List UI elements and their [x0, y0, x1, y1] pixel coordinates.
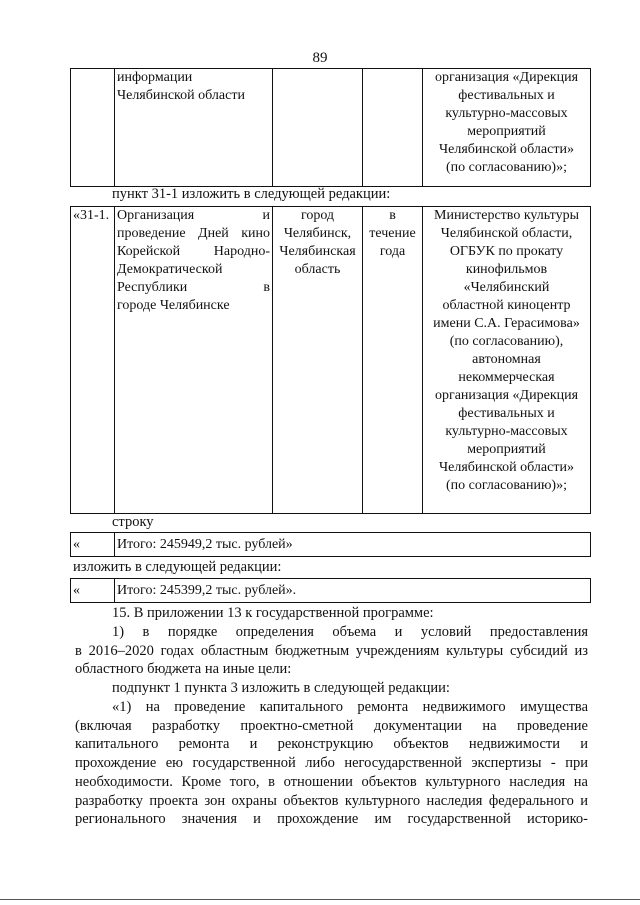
executor-line: Челябинской области,: [440, 226, 573, 241]
top-col2-line: Челябинской области: [117, 88, 245, 103]
quoted-line: «1) на проведение капитального ремонта недвижимого имущества: [112, 699, 588, 715]
event-cell: [115, 207, 273, 514]
place-line: область: [294, 262, 341, 277]
event-line: Корейской Народно-: [117, 244, 270, 259]
executor-line: «Челябинский: [463, 280, 550, 295]
top-col5-line: Челябинской области»: [439, 142, 574, 157]
paragraph-1-line: в 2016–2020 годах областным бюджетным учреждениям культуры субсидий из: [75, 642, 588, 659]
paragraph-1: [75, 623, 588, 679]
instruction-replace-31-1: пункт 31-1 изложить в следующей редакции:: [112, 186, 391, 202]
page-number: 89: [312, 50, 328, 66]
place-line: Челябинск,: [283, 226, 352, 241]
total-old-table: [70, 532, 591, 557]
term-cell: [363, 207, 423, 514]
executor-line: некоммерческая: [458, 370, 555, 385]
executor-line: организация «Дирекция: [434, 388, 579, 403]
executor-line: ОГБУК по прокату: [449, 244, 564, 259]
top-col5-line: мероприятий: [467, 124, 546, 139]
top-col5-line: фестивальных и: [458, 88, 555, 103]
executor-line: (по согласованию)»;: [446, 478, 567, 493]
top-col2-line: информации: [117, 70, 193, 85]
paragraph-1-line: 1) в порядке определения объема и условий предоставления: [112, 624, 588, 640]
term-line: в: [389, 208, 396, 223]
quoted-paragraph: [75, 698, 588, 829]
top-col5-line: культурно-массовых: [445, 106, 568, 121]
instruction-row: строку: [112, 514, 154, 530]
paragraph-15: [75, 604, 588, 623]
top-col2: [115, 69, 273, 187]
term-line: года: [379, 244, 406, 259]
place-cell: [273, 207, 363, 514]
executor-line: Министерство культуры: [434, 208, 579, 223]
executor-line: имени С.А. Герасимова»: [433, 316, 580, 331]
bottom-edge-line: [0, 899, 640, 900]
total-old-quote: «: [71, 533, 115, 557]
quoted-line: разработку проекта зон охраны объектов культурного наследия федерального и: [75, 792, 588, 809]
quoted-line: капитального ремонта и реконструкцию объектов недвижимости и: [75, 736, 588, 753]
place-line: город: [300, 208, 335, 223]
executor-line: автономная: [472, 352, 541, 367]
quoted-line: необходимости. Кроме того, в отношении объектов культурного наследия на: [75, 773, 588, 790]
executor-line: мероприятий: [467, 442, 546, 457]
quoted-line: прохождение ею государственной либо негосударственной экспертизы - при: [75, 755, 588, 772]
executor-line: (по согласованию),: [449, 334, 564, 349]
quoted-line: регионального значения и прохождение им государственной историко-: [75, 811, 588, 828]
total-old-text: Итого: 245949,2 тыс. рублей»: [115, 533, 591, 557]
row-number: «31-1.: [71, 207, 115, 514]
instruction-new-edition: изложить в следующей редакции:: [73, 559, 282, 575]
term-line: течение: [369, 226, 416, 241]
event-line: Республики в: [117, 280, 270, 295]
executors-cell: [423, 207, 591, 514]
top-col5-line: (по согласованию)»;: [446, 160, 567, 175]
main-table: [70, 206, 591, 514]
place-line: Челябинская: [279, 244, 356, 259]
executor-line: Челябинской области»: [439, 460, 574, 475]
total-new-table: [70, 578, 591, 603]
executor-line: культурно-массовых: [445, 424, 568, 439]
executor-line: кинофильмов: [465, 262, 548, 277]
total-new-quote: «: [71, 579, 115, 603]
top-col4: [363, 69, 423, 187]
event-line: городе Челябинске: [117, 298, 230, 313]
event-line: проведение Дней кино: [117, 226, 270, 241]
total-new-text: Итого: 245399,2 тыс. рублей».: [115, 579, 591, 603]
paragraph-sub: [75, 679, 588, 698]
quoted-line: (включая разработку проектно-сметной документации на проведение: [75, 717, 588, 734]
top-table: [70, 68, 591, 187]
top-col3: [273, 69, 363, 187]
top-col1: [71, 69, 115, 187]
paragraph-15-text: 15. В приложении 13 к государственной программе:: [112, 605, 434, 621]
event-line: Организация и: [117, 208, 270, 223]
top-col5: [423, 69, 591, 187]
executor-line: фестивальных и: [458, 406, 555, 421]
executor-line: областной киноцентр: [442, 298, 571, 313]
paragraph-1-line: областного бюджета на иные цели:: [75, 661, 292, 678]
paragraph-sub-text: подпункт 1 пункта 3 изложить в следующей редакции:: [112, 680, 450, 696]
event-line: Демократической: [117, 262, 223, 277]
top-col5-line: организация «Дирекция: [434, 70, 579, 85]
